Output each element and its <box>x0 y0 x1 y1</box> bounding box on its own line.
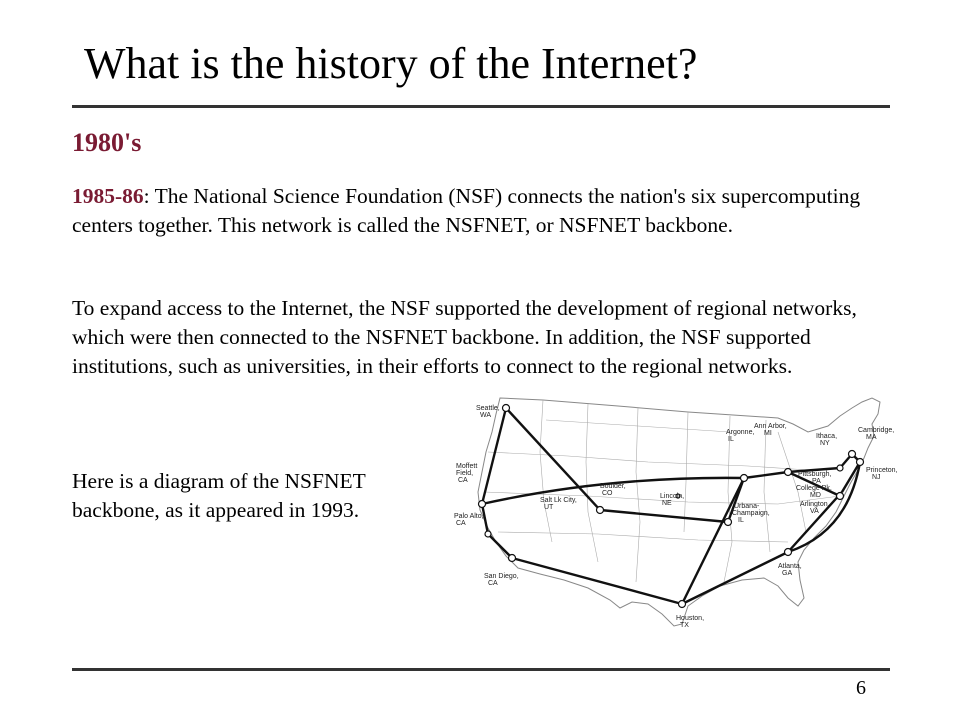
label-san-diego: San Diego, CA <box>484 573 519 587</box>
node-san-diego <box>509 555 516 562</box>
node-atlanta <box>785 549 792 556</box>
node-cambridge <box>849 451 856 458</box>
paragraph-nsfnet-text: : The National Science Foundation (NSF) connects the nation's six supercomputing centers together. This network is called the NSFNET, or NSFNET backbone. <box>72 184 861 237</box>
node-princeton <box>857 459 864 466</box>
node-ithaca <box>837 465 843 471</box>
paragraph-regional-networks: To expand access to the Internet, the NSF supported the development of regional networks, which were then connected to the NSFNET backbone. In addition, the NSF supported institutions, such as universities, in their efforts to connect to the regional networks. <box>72 296 857 378</box>
title-divider <box>72 105 890 108</box>
node-boulder <box>597 507 604 514</box>
label-ann-arbor: Ann Arbor, MI <box>754 423 787 437</box>
node-seattle <box>503 405 510 412</box>
node-pittsburgh <box>837 493 844 500</box>
label-boulder: Boulder, CO <box>600 483 626 497</box>
node-argonne <box>741 475 748 482</box>
label-atlanta: Atlanta, GA <box>778 563 802 577</box>
label-cambridge: Cambridge, MA <box>858 427 895 441</box>
label-urbana: Urbana-Champaign, IL <box>732 503 770 524</box>
node-palo-alto <box>485 531 491 537</box>
node-ann-arbor <box>785 469 792 476</box>
label-arlington: Arlington, VA <box>800 501 830 515</box>
map-caption: Here is a diagram of the NSFNET backbone, as it appeared in 1993. <box>72 469 366 522</box>
label-salt-lake: Salt Lk City, UT <box>540 497 577 511</box>
nsfnet-backbone-map <box>448 392 898 632</box>
label-seattle: Seattle, WA <box>476 405 500 419</box>
label-argonne: Argonne, IL <box>726 429 755 443</box>
node-urbana <box>725 519 732 526</box>
paragraph-year: 1985-86 <box>72 184 144 208</box>
label-pittsburgh: Pittsburgh, PA <box>798 471 832 485</box>
label-ithaca: Ithaca, NY <box>816 433 838 447</box>
label-palo-alto: Palo Alto, CA <box>454 513 484 527</box>
page-number: 6 <box>856 677 866 699</box>
label-lincoln: Lincoln, NE <box>660 493 685 507</box>
section-heading: 1980's <box>72 128 142 157</box>
label-college-park: College Pk, MD <box>796 485 832 499</box>
slide-title: What is the history of the Internet? <box>84 39 698 88</box>
footer-divider <box>72 668 890 671</box>
label-princeton: Princeton, NJ <box>866 467 898 481</box>
label-moffett: Moffett Field, CA <box>456 463 478 484</box>
node-houston <box>679 601 686 608</box>
label-houston: Houston, TX <box>676 615 705 629</box>
paragraph-nsfnet <box>72 182 892 240</box>
node-moffett <box>479 501 486 508</box>
